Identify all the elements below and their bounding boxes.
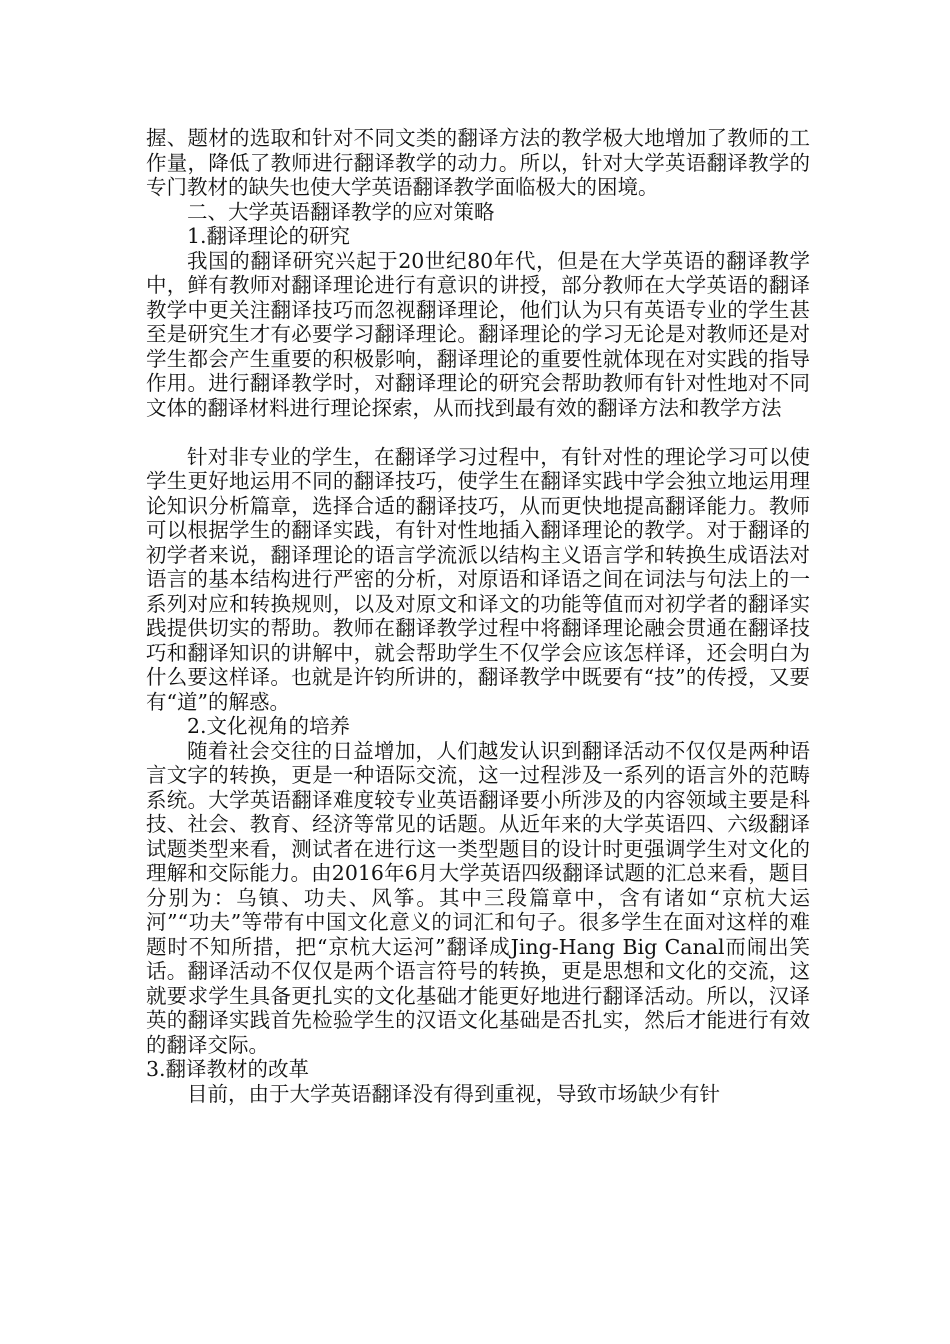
paragraph-gap	[146, 420, 810, 445]
paragraph-continuation: 握、题材的选取和针对不同文类的翻译方法的教学极大地增加了教师的工作量，降低了教师进行翻译教学的动力。所以，针对大学英语翻译教学的专门教材的缺失也使大学英语翻译教学面临极大的困境。	[146, 126, 810, 199]
paragraph-textbook-reform: 目前，由于大学英语翻译没有得到重视，导致市场缺少有针	[187, 1081, 720, 1106]
paragraph-non-major-students: 针对非专业的学生，在翻译学习过程中，有针对性的理论学习可以使学生更好地运用不同的翻译技巧，使学生在翻译实践中学会独立地运用理论知识分析篇章，选择合适的翻译技巧，从而更快地提高翻译能力。教师可以根据学生的翻译实践，有针对性地插入翻译理论的教学。对于翻译的初学者来说，翻译理论的语言学流派以结构主义语言学和转换生成语法对语言的基本结构进行严密的分析，对原语和译语之间在词法与句法上的一系列对应和转换规则，以及对原文和译文的功能等值而对初学者的翻译实践提供切实的帮助。教师在翻译教学过程中将翻译理论融会贯通在翻译技巧和翻译知识的讲解中，就会帮助学生不仅学会应该怎样译，还会明白为什么要这样译。也就是许钧所讲的，翻译教学中既要有“技”的传授，又要有“道”的解惑。	[146, 444, 810, 714]
paragraph-cultural-perspective: 随着社会交往的日益增加，人们越发认识到翻译活动不仅仅是两种语言文字的转换，更是一种语际交流，这一过程涉及一系列的语言外的范畴系统。大学英语翻译难度较专业英语翻译要小所涉及的内容领域主要是科技、社会、教育、经济等常见的话题。从近年来的大学英语四、六级翻译试题类型来看，测试者在进行这一类型题目的设计时更强调学生对文化的理解和交际能力。由2016年6月大学英语四级翻译试题的汇总来看，题目分别为：乌镇、功夫、风筝。其中三段篇章中，含有诸如“京杭大运河”“功夫”等带有中国文化意义的词汇和句子。很多学生在面对这样的难题时不知所措，把“京杭大运河”翻译成Jing-Hang Big Canal而闹出笑话。翻译活动不仅仅是两个语言符号的转换，更是思想和文化的交流，这就要求学生具备更扎实的文化基础才能更好地进行翻译活动。所以，汉译英的翻译实践首先检验学生的汉语文化基础是否扎实，然后才能进行有效的翻译交际。	[146, 738, 810, 1057]
subheading-cultural-perspective: 2.文化视角的培养	[187, 714, 351, 738]
document-body	[146, 126, 810, 1106]
section-heading-strategies: 二、大学英语翻译教学的应对策略	[187, 199, 495, 224]
subheading-translation-theory: 1.翻译理论的研究	[187, 224, 351, 248]
paragraph-translation-theory: 我国的翻译研究兴起于20世纪80年代，但是在大学英语的翻译教学中，鲜有教师对翻译理论进行有意识的讲授，部分教师在大学英语的翻译教学中更关注翻译技巧而忽视翻译理论，他们认为只有英语专业的学生甚至是研究生才有必要学习翻译理论。翻译理论的学习无论是对教师还是对学生都会产生重要的积极影响，翻译理论的重要性就体现在对实践的指导作用。进行翻译教学时，对翻译理论的研究会帮助教师有针对性地对不同文体的翻译材料进行理论探索，从而找到最有效的翻译方法和教学方法	[146, 248, 810, 420]
subheading-textbook-reform: 3.翻译教材的改革	[146, 1057, 310, 1081]
